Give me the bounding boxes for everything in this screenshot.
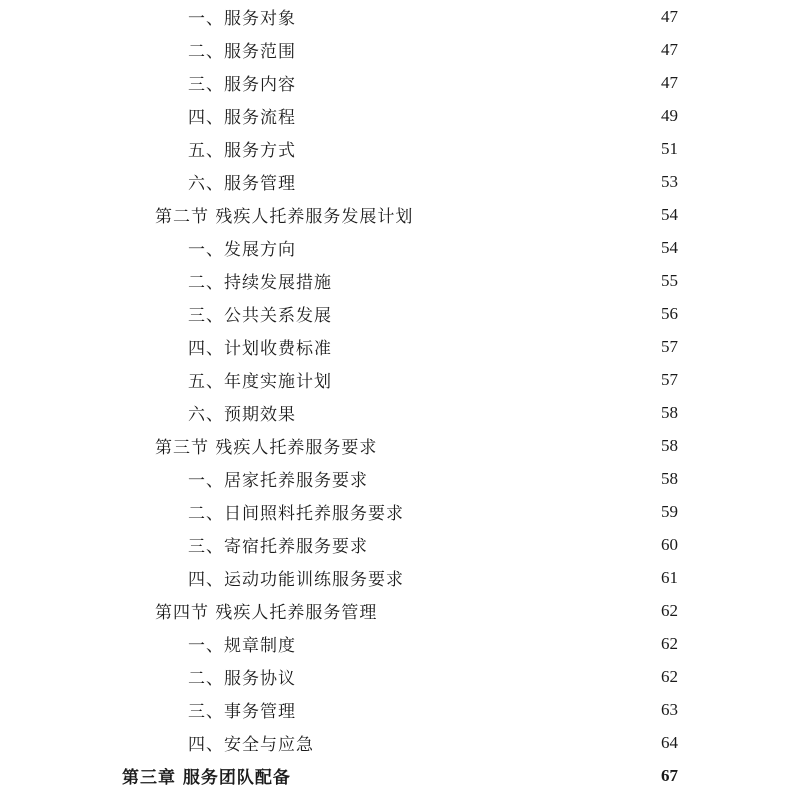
toc-section-page: 58 (661, 435, 678, 455)
toc-entry (188, 726, 578, 759)
dot-leader (378, 594, 660, 627)
toc-entry (188, 561, 678, 594)
toc-entry-title: 五、年度实施计划 (188, 372, 332, 392)
toc-section-title: 第四节 残疾人托养服务管理 (155, 603, 378, 623)
toc-entry-page: 62 (661, 634, 678, 653)
dot-leader (297, 231, 660, 264)
toc-entry-page: 47 (661, 73, 678, 92)
toc-entry-title: 三、服务内容 (188, 75, 296, 95)
toc-section-title: 第三节 残疾人托养服务要求 (155, 438, 378, 458)
toc-entry (188, 693, 578, 726)
toc-entry-page: 49 (661, 106, 678, 125)
toc-entry (188, 297, 678, 330)
toc-entry-page: 54 (661, 237, 678, 257)
dot-leader (333, 363, 660, 396)
toc-entry (188, 99, 578, 132)
toc-entry (188, 363, 678, 396)
toc-entry-title: 六、预期效果 (188, 405, 296, 425)
toc-entry-title: 一、居家托养服务要求 (188, 471, 368, 491)
toc-section-entry (155, 594, 678, 627)
toc-entry (188, 231, 678, 264)
toc-entry-page: 53 (661, 172, 678, 191)
toc-entry (188, 495, 678, 528)
dot-leader (333, 330, 660, 363)
toc-entry (188, 627, 578, 660)
dot-leader (405, 561, 660, 594)
dot-leader (297, 165, 577, 198)
toc-entry-page: 64 (661, 733, 678, 752)
toc-entry (188, 660, 578, 693)
toc-entry (188, 528, 598, 561)
toc-entry-title: 六、服务管理 (188, 174, 296, 194)
dot-leader (297, 627, 577, 660)
toc-entry-title: 五、服务方式 (188, 141, 296, 161)
dot-leader (297, 132, 577, 165)
toc-section-entry (155, 198, 678, 231)
dot-leader (405, 495, 660, 528)
toc-section-page: 62 (661, 600, 678, 620)
toc-entry-title: 四、安全与应急 (188, 735, 314, 755)
toc-entry-title: 三、事务管理 (188, 702, 296, 722)
toc-entry (188, 132, 578, 165)
toc-entry-title: 三、公共关系发展 (188, 306, 332, 326)
dot-leader (369, 462, 597, 495)
toc-chapter-title: 第三章 服务团队配备 (122, 768, 291, 788)
dot-leader (369, 528, 597, 561)
toc-section-entry (155, 429, 678, 462)
toc-entry (188, 33, 578, 66)
toc-entry-page: 58 (661, 402, 678, 422)
toc-entry (188, 165, 578, 198)
toc-entry-page: 57 (661, 336, 678, 356)
dot-leader (297, 396, 660, 429)
toc-entry-title: 二、持续发展措施 (188, 273, 332, 293)
toc-entry (188, 330, 678, 363)
toc-entry-title: 四、服务流程 (188, 108, 296, 128)
toc-entry-title: 二、服务协议 (188, 669, 296, 689)
toc-entry-title: 二、服务范围 (188, 42, 296, 62)
dot-leader (297, 99, 577, 132)
toc-entry-title: 二、日间照料托养服务要求 (188, 504, 404, 524)
toc-entry (188, 396, 678, 429)
toc-chapter-page: 67 (661, 765, 678, 785)
dot-leader (333, 297, 660, 330)
toc-entry-page: 61 (661, 567, 678, 587)
dot-leader (378, 429, 660, 462)
toc-entry-page: 58 (661, 469, 678, 488)
toc-entry-title: 四、计划收费标准 (188, 339, 332, 359)
toc-entry-page: 55 (661, 270, 678, 290)
toc-entry (188, 66, 578, 99)
dot-leader (333, 264, 660, 297)
toc-section-page: 54 (661, 204, 678, 224)
toc-entry-page: 47 (661, 7, 678, 26)
toc-entry (188, 264, 678, 297)
dot-leader (297, 660, 577, 693)
dot-leader (292, 759, 660, 792)
toc-entry-page: 60 (661, 535, 678, 554)
toc-entry-title: 四、运动功能训练服务要求 (188, 570, 404, 590)
dot-leader (297, 0, 577, 33)
dot-leader (315, 726, 577, 759)
dot-leader (297, 693, 577, 726)
toc-entry-page: 47 (661, 40, 678, 59)
dot-leader (414, 198, 660, 231)
toc-entry-title: 三、寄宿托养服务要求 (188, 537, 368, 557)
toc-entry-title: 一、规章制度 (188, 636, 296, 656)
toc-entry (188, 0, 578, 33)
toc-entry (188, 462, 598, 495)
toc-entry-page: 56 (661, 303, 678, 323)
dot-leader (297, 66, 577, 99)
dot-leader (297, 33, 577, 66)
toc-entry-title: 一、发展方向 (188, 240, 296, 260)
toc-entry-page: 63 (661, 700, 678, 719)
toc-entry-page: 51 (661, 139, 678, 158)
toc-section-title: 第二节 残疾人托养服务发展计划 (155, 207, 414, 227)
toc-entry-page: 62 (661, 667, 678, 686)
toc-entry-title: 一、服务对象 (188, 9, 296, 29)
toc-entry-page: 57 (661, 369, 678, 389)
toc-chapter-entry (122, 759, 678, 792)
toc-entry-page: 59 (661, 501, 678, 521)
